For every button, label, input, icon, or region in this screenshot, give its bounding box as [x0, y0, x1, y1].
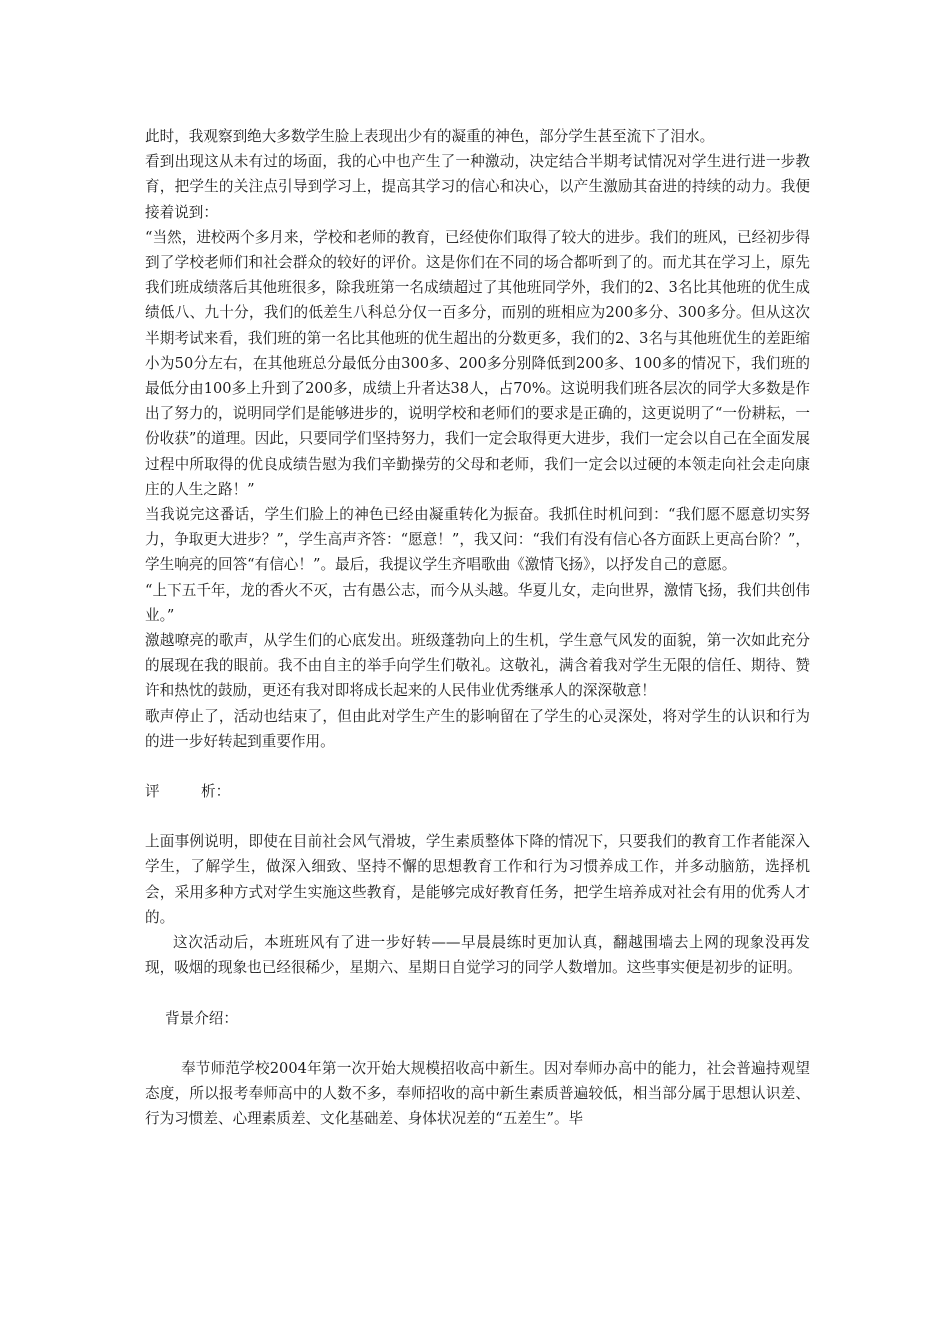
section-heading-background: 背景介绍：: [165, 1009, 238, 1027]
paragraph: 看到出现这从未有过的场面，我的心中也产生了一种激动，决定结合半期考试情况对学生进行进一步教育，把学生的关注点引导到学习上，提高其学习的信心和决心，以产生激励其奋进的持续的动力。我便接着说到：: [145, 153, 810, 221]
paragraph: 奉节师范学校2004年第一次开始大规模招收高中新生。因对奉师办高中的能力，社会普遍持观望态度，所以报考奉师高中的人数不多，奉师招收的高中新生素质普遍较低，相当部分属于思想认识差、行为习惯差、心理素质差、文化基础差、身体状况差的“五差生”。毕: [145, 1059, 810, 1128]
quote-paragraph: “当然，进校两个多月来，学校和老师的教育，已经使你们取得了较大的进步。我们的班风，已经初步得到了学校老师们和社会群众的较好的评价。这是你们在不同的场合都听到了的。而尤其在学习上，原先我们班成绩落后其他班很多，除我班第一名成绩超过了其他班同学外，我们的2、3名比其他班的优生成绩低八、九十分，我们的低差生八科总分仅一百多分，而别的班相应为200多分、300多分。但从这次半期考试来看，我们班的第一名比其他班的优生超出的分数更多，我们的2、3名与其他班优生的差距缩小为50分左右，在其他班总分最低分由300多、200多分别降低到200多、100多的情况下，我们班的最低分由100多上升到了200多，成绩上升者达38人，占70%。这说明我们班各层次的同学大多数是作出了努力的，说明同学们是能够进步的，说明学校和老师们的要求是正确的，这更说明了“一份耕耘，一份收获”的道理。因此，只要同学们坚持努力，我们一定会取得更大进步，我们一定会以自己在全面发展过程中所取得的优良成绩告慰为我们辛勤操劳的父母和老师，我们一定会以过硬的本领走向社会走向康庄的人生之路！”: [145, 228, 810, 498]
spacer: [145, 981, 810, 1006]
heading-char: 析：: [201, 783, 231, 801]
section-heading-evaluation: [145, 779, 810, 804]
paragraph: 当我说完这番话，学生们脸上的神色已经由凝重转化为振奋。我抓住时机问到：“我们愿不愿意切实努力，争取更大进步？”，学生高声齐答：“愿意！”，我又问：“我们有没有信心各方面跃上更高台阶？”，学生响亮的回答“有信心！”。最后，我提议学生齐唱歌曲《激情飞扬》，以抒发自己的意愿。: [145, 506, 810, 574]
paragraph: 激越嘹亮的歌声，从学生们的心底发出。班级蓬勃向上的生机，学生意气风发的面貌，第一次如此充分的展现在我的眼前。我不由自主的举手向学生们敬礼。这敬礼，满含着我对学生无限的信任、期待、赞许和热忱的鼓励，更还有我对即将成长起来的人民伟业优秀继承人的深深敬意！: [145, 632, 810, 700]
paragraph: 上面事例说明，即使在目前社会风气滑坡，学生素质整体下降的情况下，只要我们的教育工作者能深入学生，了解学生，做深入细致、坚持不懈的思想教育工作和行为习惯养成工作，并多动脑筋，选择机会，采用多种方式对学生实施这些教育，是能够完成好教育任务，把学生培养成对社会有用的优秀人才的。: [145, 833, 810, 926]
paragraph: 歌声停止了，活动也结束了，但由此对学生产生的影响留在了学生的心灵深处，将对学生的认识和行为的进一步好转起到重要作用。: [145, 707, 810, 750]
spacer: [145, 754, 810, 779]
song-lyrics: “上下五千年，龙的香火不灭，古有愚公志，而今从头越。华夏儿女，走向世界，激情飞扬，我们共创伟业。”: [145, 581, 810, 624]
document-body: [145, 124, 810, 1131]
spacer: [145, 1031, 810, 1056]
spacer: [145, 804, 810, 829]
paragraph: 这次活动后，本班班风有了进一步好转——早晨晨练时更加认真，翻越围墙去上网的现象没再发现，吸烟的现象也已经很稀少，星期六、星期日自觉学习的同学人数增加。这些事实便是初步的证明。: [145, 934, 810, 977]
paragraph: 此时，我观察到绝大多数学生脸上表现出少有的凝重的神色，部分学生甚至流下了泪水。: [145, 128, 715, 145]
heading-char: 评: [145, 783, 160, 801]
